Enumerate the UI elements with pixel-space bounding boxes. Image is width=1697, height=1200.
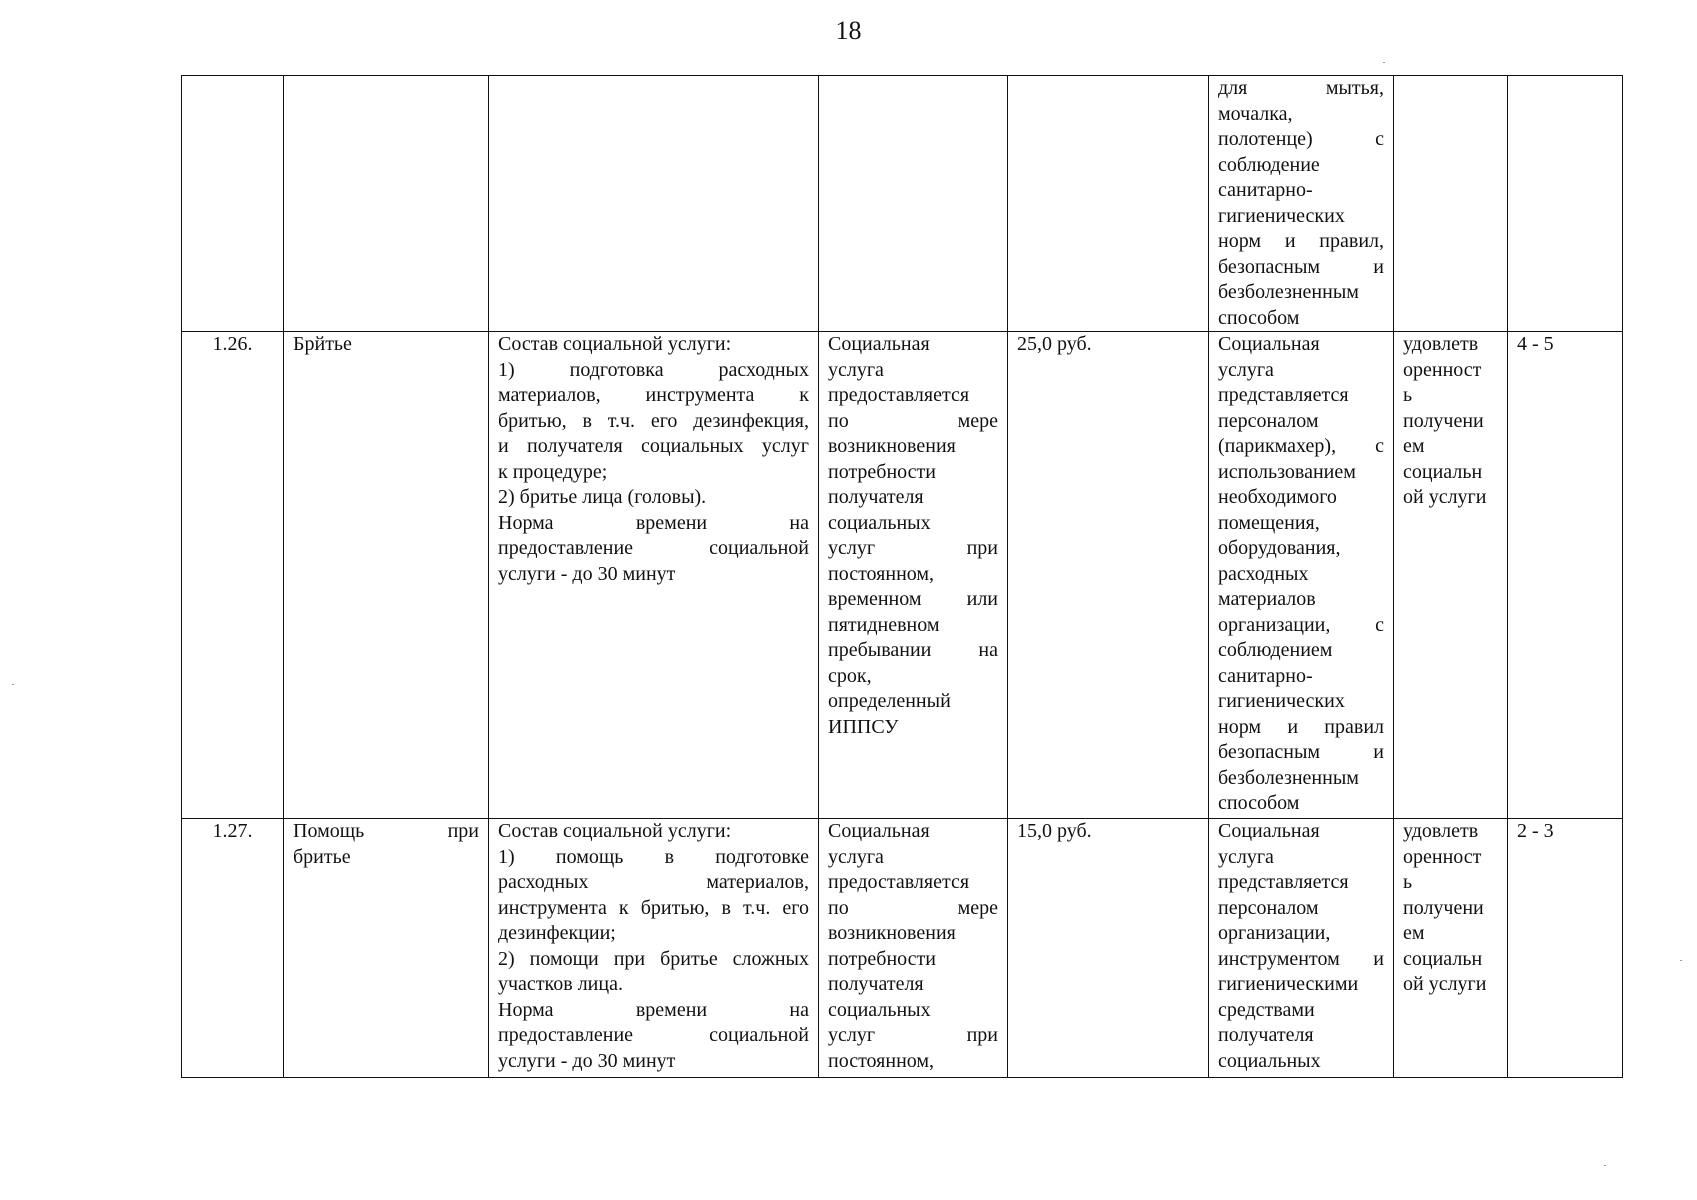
provision-line: соблюдение xyxy=(1218,153,1320,176)
conditions-line: временном или xyxy=(828,588,998,610)
services-table xyxy=(181,75,1623,1078)
conditions-line: получателя xyxy=(828,486,924,508)
scan-speck xyxy=(12,684,14,685)
conditions-line: услуг при xyxy=(828,537,998,559)
service-number-cell xyxy=(182,819,284,1078)
provision-line: использованием xyxy=(1218,460,1356,483)
composition-line: инструмента к бритью, в т.ч. его xyxy=(498,896,809,919)
provision-line: соблюдением xyxy=(1218,639,1333,661)
provision-line: средствами xyxy=(1218,998,1315,1021)
composition-line: к процедуре; xyxy=(498,460,608,483)
provision-conditions-cell xyxy=(819,332,1008,819)
conditions-line: постоянном, xyxy=(828,562,935,585)
conditions-line: пребывании на xyxy=(828,639,998,661)
provision-line: гигиенических xyxy=(1218,204,1345,227)
composition-line: 2) бритье лица (головы). xyxy=(498,486,707,508)
composition-line: Состав социальной услуги: xyxy=(498,820,732,842)
composition-line: Норма времени на xyxy=(498,998,809,1021)
tariff-value: 15,0 руб. xyxy=(1017,820,1092,842)
result-line: удовлетв xyxy=(1403,333,1479,355)
provision-line: норм и правил xyxy=(1218,715,1384,738)
service-composition-cell xyxy=(489,819,819,1078)
provision-line: услуга xyxy=(1218,358,1274,381)
composition-line: Норма времени на xyxy=(498,511,809,534)
service-number-cell xyxy=(182,332,284,819)
provision-line: безопасным и xyxy=(1218,255,1384,278)
conditions-line: социальных xyxy=(828,998,931,1021)
conditions-line: услуг при xyxy=(828,1024,998,1046)
result-line: ем xyxy=(1403,922,1425,944)
composition-line: 1) подготовка расходных xyxy=(498,358,809,381)
result-line: ь xyxy=(1403,384,1413,406)
result-line: получени xyxy=(1403,896,1484,919)
conditions-line: Социальная xyxy=(828,333,930,355)
provision-line: способом xyxy=(1218,306,1300,329)
provision-line: мочалка, xyxy=(1218,102,1293,125)
provision-line: Социальная xyxy=(1218,333,1320,355)
scan-speck xyxy=(1604,1165,1606,1166)
provision-line: услуга xyxy=(1218,845,1274,868)
provision-line: норм и правил, xyxy=(1218,230,1384,252)
score-value: 2 - 3 xyxy=(1517,820,1554,842)
composition-line: услуги - до 30 минут xyxy=(498,1049,676,1072)
conditions-line: постоянном, xyxy=(828,1049,935,1072)
result-line: социальн xyxy=(1403,947,1483,970)
score-cell xyxy=(1508,332,1623,819)
service-composition-cell xyxy=(489,76,819,332)
name-line: бритье xyxy=(293,845,351,868)
provision-line: персоналом xyxy=(1218,409,1319,432)
provision-line: получателя xyxy=(1218,1024,1314,1046)
service-number: 1.27. xyxy=(212,820,253,842)
provision-line: представляется xyxy=(1218,384,1349,406)
result-line: ем xyxy=(1403,435,1425,457)
service-number: 1.26. xyxy=(212,333,253,355)
score-value: 4 - 5 xyxy=(1517,333,1554,355)
provision-line: оборудования, xyxy=(1218,537,1341,559)
service-name-cell xyxy=(284,332,489,819)
composition-line: предоставление социальной xyxy=(498,1024,809,1046)
provision-line: безопасным и xyxy=(1218,741,1384,763)
score-cell xyxy=(1508,819,1623,1078)
table-row xyxy=(182,819,1623,1078)
conditions-line: определенный xyxy=(828,690,951,712)
conditions-line: получателя xyxy=(828,973,924,995)
provision-line: полотенце) с xyxy=(1218,128,1384,150)
conditions-line: возникновения xyxy=(828,922,956,944)
result-line: ь xyxy=(1403,871,1413,893)
provision-line: персоналом xyxy=(1218,896,1319,919)
scan-speck xyxy=(1680,960,1682,961)
provision-line: гигиенических xyxy=(1218,690,1345,712)
table-row xyxy=(182,332,1623,819)
conditions-line: услуга xyxy=(828,845,884,868)
conditions-line: потребности xyxy=(828,460,936,483)
provision-line: помещения, xyxy=(1218,511,1320,534)
result-indicator-cell xyxy=(1394,332,1508,819)
page-number: 18 xyxy=(835,16,862,45)
provision-line: гигиеническими xyxy=(1218,973,1359,995)
provision-line: представляется xyxy=(1218,871,1349,893)
result-line: получени xyxy=(1403,409,1484,432)
provision-line: для мытья, xyxy=(1218,77,1384,99)
provision-conditions-cell xyxy=(819,76,1008,332)
composition-line: 1) помощь в подготовке xyxy=(498,845,809,868)
provision-line: способом xyxy=(1218,792,1300,814)
result-line: социальн xyxy=(1403,460,1483,483)
result-line: удовлетв xyxy=(1403,820,1479,842)
conditions-line: по мере xyxy=(828,409,998,432)
composition-line: участков лица. xyxy=(498,973,623,995)
conditions-line: срок, xyxy=(828,664,872,687)
provision-line: необходимого xyxy=(1218,486,1337,508)
name-line: Помощь при xyxy=(293,820,479,842)
composition-line: дезинфекции; xyxy=(498,922,616,944)
service-name-cell xyxy=(284,819,489,1078)
provision-line: санитарно- xyxy=(1218,664,1313,687)
provision-line: санитарно- xyxy=(1218,179,1313,201)
provision-line: материалов xyxy=(1218,588,1316,610)
service-number-cell xyxy=(182,76,284,332)
table-row xyxy=(182,76,1623,332)
provision-conditions-cell xyxy=(819,819,1008,1078)
composition-line: расходных материалов, xyxy=(498,871,809,893)
conditions-line: потребности xyxy=(828,947,936,970)
conditions-line: по мере xyxy=(828,896,998,919)
name-line: Брйтье xyxy=(293,333,352,355)
score-cell xyxy=(1508,76,1623,332)
provision-procedure-cell xyxy=(1209,332,1394,819)
provision-line: (парикмахер), с xyxy=(1218,435,1384,457)
provision-line: безболезненным xyxy=(1218,281,1359,303)
composition-line: Состав социальной услуги: xyxy=(498,333,732,355)
conditions-line: предоставляется xyxy=(828,384,970,406)
provision-line: организации, xyxy=(1218,922,1331,944)
provision-line: Социальная xyxy=(1218,820,1320,842)
composition-line: предоставление социальной xyxy=(498,537,809,559)
conditions-line: возникновения xyxy=(828,435,956,457)
provision-line: безболезненным xyxy=(1218,766,1359,789)
conditions-line: Социальная xyxy=(828,820,930,842)
provision-line: инструментом и xyxy=(1218,947,1384,970)
tariff-cell xyxy=(1008,332,1209,819)
result-indicator-cell xyxy=(1394,76,1508,332)
service-name-cell xyxy=(284,76,489,332)
conditions-line: услуга xyxy=(828,358,884,381)
provision-procedure-cell xyxy=(1209,76,1394,332)
composition-line: 2) помощи при бритье сложных xyxy=(498,947,809,970)
conditions-line: ИППСУ xyxy=(828,715,899,738)
result-line: ой услуги xyxy=(1403,973,1487,995)
tariff-cell xyxy=(1008,76,1209,332)
composition-line: и получателя социальных услуг xyxy=(498,435,809,457)
provision-line: расходных xyxy=(1218,562,1309,585)
composition-line: бритью, в т.ч. его дезинфекция, xyxy=(498,409,809,432)
conditions-line: пятидневном xyxy=(828,613,940,636)
provision-line: социальных xyxy=(1218,1049,1321,1072)
result-line: ой услуги xyxy=(1403,486,1487,508)
conditions-line: социальных xyxy=(828,511,931,534)
service-composition-cell xyxy=(489,332,819,819)
conditions-line: предоставляется xyxy=(828,871,970,893)
composition-line: материалов, инструмента к xyxy=(498,384,809,406)
scan-speck xyxy=(1383,62,1385,63)
tariff-value: 25,0 руб. xyxy=(1017,333,1092,355)
result-line: оренност xyxy=(1403,845,1482,868)
provision-procedure-cell xyxy=(1209,819,1394,1078)
result-indicator-cell xyxy=(1394,819,1508,1078)
tariff-cell xyxy=(1008,819,1209,1078)
provision-line: организации, с xyxy=(1218,613,1384,636)
result-line: оренност xyxy=(1403,358,1482,381)
composition-line: услуги - до 30 минут xyxy=(498,562,676,585)
